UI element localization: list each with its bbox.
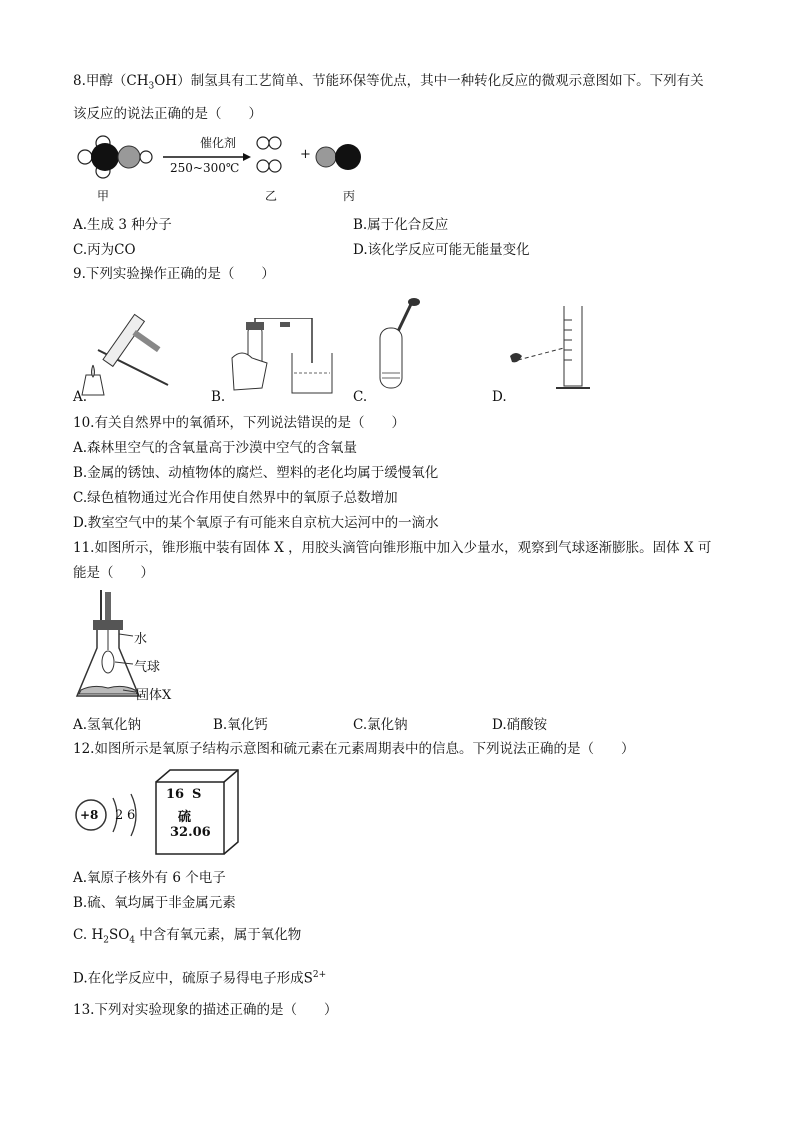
q8-option-d[interactable]: D.该化学反应可能无能量变化 [353,242,530,258]
q11-stem-line2: 能是（ ） [73,565,154,581]
q9b-airtightness-figure [222,318,342,398]
oxygen-atom [118,146,140,168]
q9d-cylinder-figure [508,300,608,395]
label-bing: 丙 [343,189,356,203]
h-atom-right [140,151,152,163]
q8-option-b[interactable]: B.属于化合反应 [353,217,449,233]
q8-stem-line1: 8.甲醇$(CH_3OH)$制氢具有工艺简单、节能环保等优点，其中一种转化反应的微观示意图如下。下列有关 [73,73,704,92]
q10-option-c[interactable]: C.绿色植物通过光合作用使自然界中的氧原子总数增加 [73,490,398,506]
bing-carbon-atom [335,144,361,170]
nucleus-charge: +8 [80,808,99,822]
q12-stem: 12.如图所示是氧原子结构示意图和硫元素在元素周期表中的信息。下列说法正确的是（ ） [73,741,635,757]
q8-stem-line2: 该反应的说法正确的是（ ） [73,106,262,122]
q11-flask-figure [73,588,193,710]
first-shell-electrons: 2 [115,808,124,823]
plus-sign: + [300,147,311,162]
atomic-number: 16 [166,787,185,802]
carbon-atom [91,143,119,171]
q13-stem: 13.下列对实验现象的描述正确的是（ ） [73,1002,338,1018]
element-name: 硫 [178,810,192,825]
element-symbol: S [192,787,202,802]
q12-option-a[interactable]: A.氧原子核外有 6 个电子 [73,870,226,886]
relative-atomic-mass: 32.06 [170,825,211,840]
h-atom-left [78,150,92,164]
q10-option-a[interactable]: A.森林里空气的含氧量高于沙漠中空气的含氧量 [73,440,358,456]
label-solid-x: 固体X [136,688,172,703]
arrow-head-icon [243,153,251,161]
label-balloon: 气球 [134,660,161,675]
q9a-heating-figure [78,305,178,400]
q9-option-b[interactable]: B. [211,389,226,405]
label-yi: 乙 [265,189,278,203]
q10-option-b[interactable]: B.金属的锈蚀、动植物体的腐烂、塑料的老化均属于缓慢氧化 [73,465,439,481]
q11-option-a[interactable]: A.氢氧化钠 [73,717,142,733]
q11-stem-line1: 11.如图所示，锥形瓶中装有固体 X ，用胶头滴管向锥形瓶中加入少量水，观察到气球逐渐膨胀。固体 X 可 [73,540,712,556]
q8-option-a[interactable]: A.生成 3 种分子 [73,217,172,233]
q12-option-c[interactable]: C. $H_2SO_4$ 中含有氧元素，属于氧化物 [73,927,302,946]
q12-option-b[interactable]: B.硫、氧均属于非金属元素 [73,895,236,911]
q9-option-a[interactable]: A. [73,389,88,405]
temperature-label: 250~300℃ [170,161,240,175]
q11-option-b[interactable]: B.氧化钙 [213,717,268,733]
catalyst-label: 催化剂 [200,136,237,150]
bing-oxygen-atom [316,147,336,167]
q10-stem: 10.有关自然界中的氧循环，下列说法错误的是（ ） [73,415,405,431]
second-shell-electrons: 6 [127,808,136,823]
label-jia: 甲 [97,189,110,203]
q12-option-d[interactable]: D.在化学反应中，硫原子易得电子形成$S^{2+}$ [73,970,327,987]
q10-option-d[interactable]: D.教室空气中的某个氧原子有可能来自京杭大运河中的一滴水 [73,515,439,531]
sulfur-element-card [154,768,244,858]
q11-option-d[interactable]: D.硝酸铵 [492,717,548,733]
label-water: 水 [134,632,148,647]
q11-option-c[interactable]: C.氯化钠 [353,717,408,733]
q9-stem: 9.下列实验操作正确的是（ ） [73,266,275,282]
q8-option-c[interactable]: C.丙为CO [73,242,136,258]
q9-option-d[interactable]: D. [492,389,507,405]
q9-option-c[interactable]: C. [353,389,368,405]
q9c-dropper-figure [372,298,432,393]
